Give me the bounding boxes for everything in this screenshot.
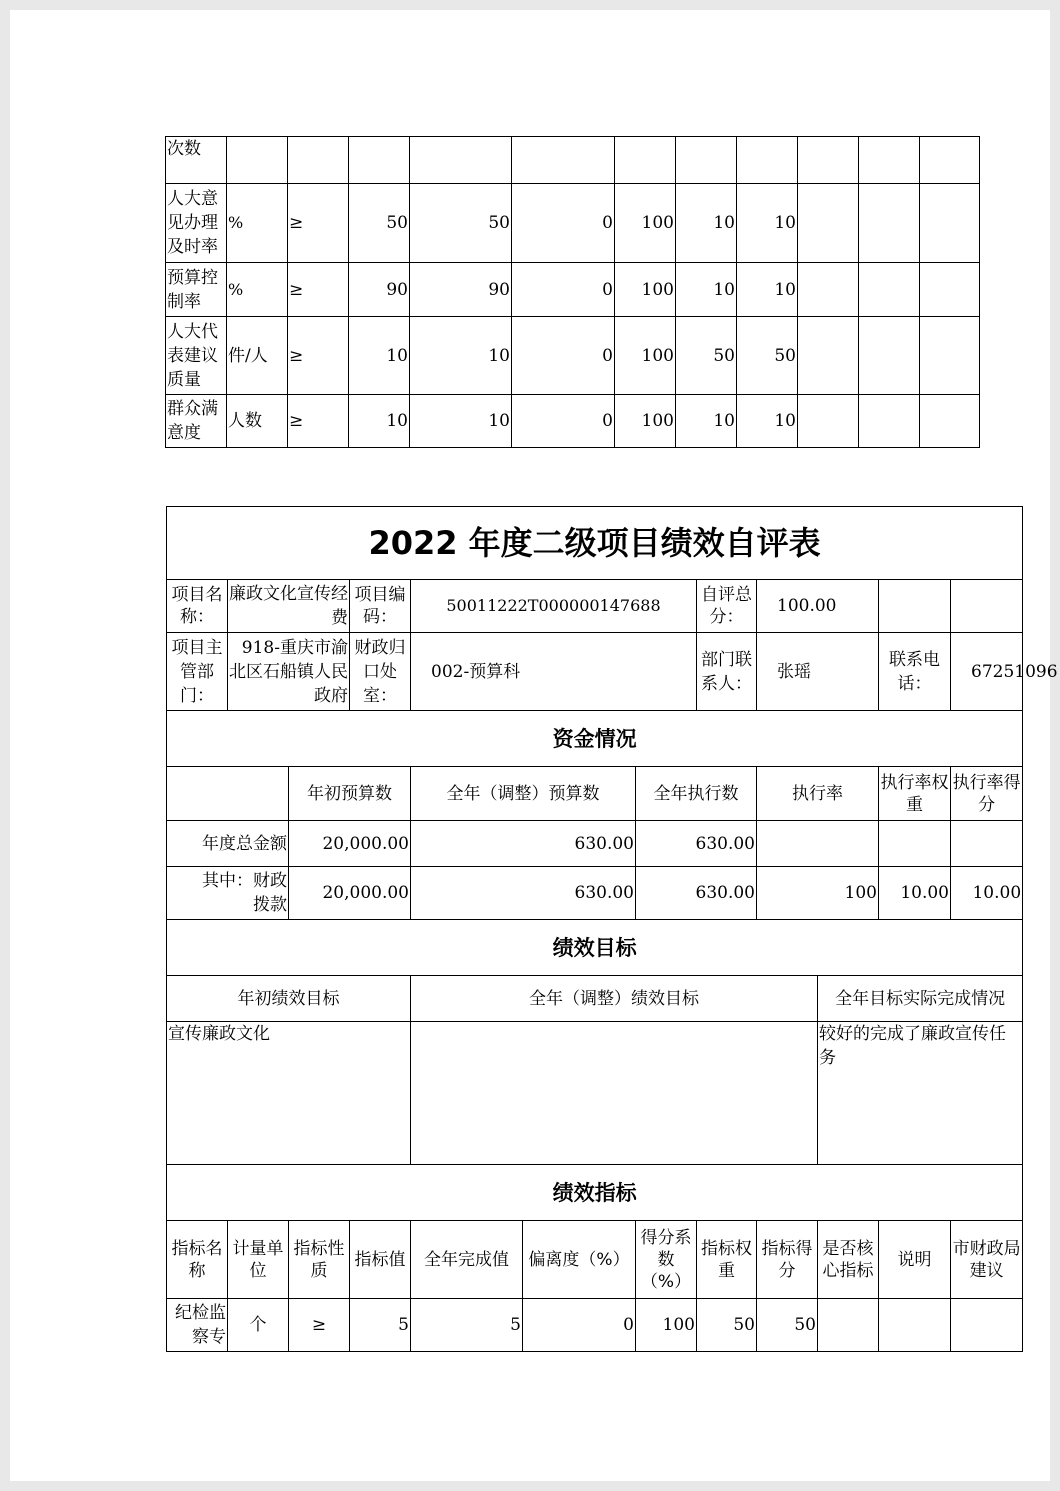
indicator-score: 50 [737,317,798,395]
col-header: 说明 [879,1221,951,1299]
dept-label: 项目主管部门： [167,633,228,711]
section-goals: 绩效目标 [167,920,1023,976]
col-header: 全年（调整）预算数 [411,767,636,821]
indicator-deviation: 0 [523,1299,636,1352]
indicator-op: ≥ [289,1299,350,1352]
table-row [166,263,980,317]
funds-header-row [167,767,1023,821]
initial-goal: 宣传廉政文化 [167,1022,411,1165]
section-indicators: 绩效指标 [167,1165,1023,1221]
col-header: 指标权重 [697,1221,757,1299]
indicator-name: 群众满意度 [166,395,227,448]
document-page [10,10,1058,1481]
col-header: 全年（调整）绩效目标 [411,976,818,1022]
col-header: 偏离度（%） [523,1221,636,1299]
indicator-actual: 10 [410,317,512,395]
project-code: 50011222T000000147688 [411,580,697,633]
indicator-unit: 个 [228,1299,289,1352]
indicator-actual: 5 [411,1299,523,1352]
section-funds: 资金情况 [167,711,1023,767]
funds-rate-score [951,821,1023,867]
funds-init: 20,000.00 [289,867,411,920]
funds-adjusted: 630.00 [411,821,636,867]
indicator-note [879,1299,951,1352]
indicator-name: 人大意见办理及时率 [166,184,227,263]
col-header: 全年执行数 [636,767,757,821]
funds-adjusted: 630.00 [411,867,636,920]
indicator-target: 50 [349,184,410,263]
indicator-op: ≥ [288,184,349,263]
indicator-weight: 10 [676,263,737,317]
indicator-score: 10 [737,263,798,317]
indicator-weight: 50 [676,317,737,395]
funds-init: 20,000.00 [289,821,411,867]
funds-rate: 100 [757,867,879,920]
indicator-weight: 10 [676,184,737,263]
indicator-weight: 50 [697,1299,757,1352]
dept: 918-重庆市渝北区石船镇人民政府 [228,633,350,711]
col-header: 全年目标实际完成情况 [818,976,1023,1022]
indicator-unit: 人数 [227,395,288,448]
project-name-label: 项目名称： [167,580,228,633]
indicator-unit: % [227,184,288,263]
indicator-op: ≥ [288,317,349,395]
table-row [167,1299,1023,1352]
table-row [166,395,980,448]
indicator-name: 预算控制率 [166,263,227,317]
col-header: 执行率 [757,767,879,821]
finance-office: 002-预算科 [411,633,697,711]
continued-indicator-table [165,136,980,448]
indicator-target: 10 [349,395,410,448]
indicator-advice [951,1299,1023,1352]
phone-label: 联系电话： [879,633,951,711]
funds-rate-weight [879,821,951,867]
table-row [166,184,980,263]
col-header: 年初绩效目标 [167,976,411,1022]
indicator-score: 10 [737,184,798,263]
indicator-deviation: 0 [512,395,615,448]
table-row [166,137,980,184]
col-header: 执行率得分 [951,767,1023,821]
project-code-label: 项目编码： [350,580,411,633]
indicator-op: ≥ [288,263,349,317]
col-header: 是否核心指标 [818,1221,879,1299]
form-title: 2022 年度二级项目绩效自评表 [167,507,1023,580]
table-row [166,317,980,395]
indicator-actual: 90 [410,263,512,317]
indicator-core [818,1299,879,1352]
funds-executed: 630.00 [636,867,757,920]
indicator-actual: 50 [410,184,512,263]
indicator-coef: 100 [615,263,676,317]
col-header: 指标得分 [757,1221,818,1299]
indicator-unit: 件/人 [227,317,288,395]
indicator-score: 10 [737,395,798,448]
indicator-name: 人大代表建议质量 [166,317,227,395]
funds-rate-weight: 10.00 [879,867,951,920]
goals-header-row [167,976,1023,1022]
contact-person: 张瑶 [757,633,879,711]
col-header: 年初预算数 [289,767,411,821]
project-name: 廉政文化宣传经费 [228,580,350,633]
indicator-coef: 100 [636,1299,697,1352]
indicator-target: 90 [349,263,410,317]
self-score: 100.00 [757,580,879,633]
funds-row-label: 年度总金额 [167,821,289,867]
indicator-score: 50 [757,1299,818,1352]
finance-label: 财政归口处室： [350,633,411,711]
funds-executed: 630.00 [636,821,757,867]
funds-rate-score: 10.00 [951,867,1023,920]
col-header: 市财政局建议 [951,1221,1023,1299]
actual-completion: 较好的完成了廉政宣传任务 [818,1022,1023,1165]
indicator-deviation: 0 [512,263,615,317]
indicator-unit: % [227,263,288,317]
self-score-label: 自评总分： [697,580,757,633]
funds-row-label: 其中：财政拨款 [167,867,289,920]
contact-label: 部门联系人： [697,633,757,711]
table-row [167,867,1023,920]
indicator-deviation: 0 [512,317,615,395]
adjusted-goal [411,1022,818,1165]
col-header: 执行率权重 [879,767,951,821]
project-dept-row [167,633,1023,711]
funds-rate [757,821,879,867]
col-header: 指标值 [350,1221,411,1299]
col-header: 指标性质 [289,1221,350,1299]
self-evaluation-form [166,506,1058,1352]
table-row [167,821,1023,867]
indicator-deviation: 0 [512,184,615,263]
indicator-coef: 100 [615,184,676,263]
col-header: 指标名称 [167,1221,228,1299]
project-info-row [167,580,1023,633]
indicator-target: 10 [349,317,410,395]
indicators-header-row [167,1221,1023,1299]
indicator-target: 5 [350,1299,411,1352]
col-header: 全年完成值 [411,1221,523,1299]
indicator-actual: 10 [410,395,512,448]
indicator-name: 纪检监察专 [167,1299,228,1352]
indicator-coef: 100 [615,395,676,448]
indicator-coef: 100 [615,317,676,395]
phone-number: 67251096 [951,633,1023,711]
col-header: 计量单位 [228,1221,289,1299]
col-header: 得分系数（%） [636,1221,697,1299]
indicator-name: 次数 [166,137,227,184]
goals-content-row [167,1022,1023,1165]
indicator-weight: 10 [676,395,737,448]
indicator-op: ≥ [288,395,349,448]
